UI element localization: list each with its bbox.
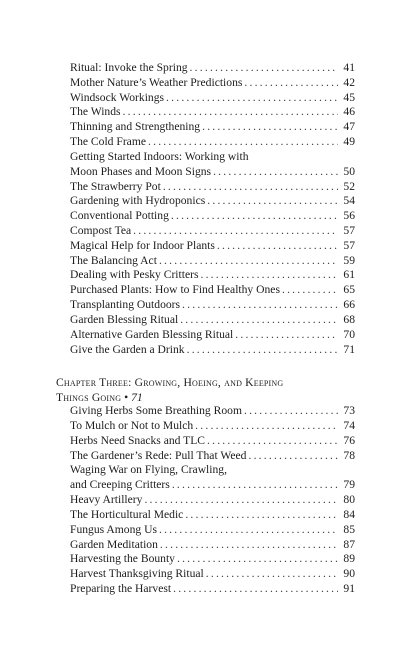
toc-entry-title: Moon Phases and Moon Signs [70,164,212,178]
dot-leader [207,194,338,208]
toc-entry-page-number: 71 [343,342,355,356]
toc-entry-page-number: 49 [343,135,355,149]
toc-entry-page-number: 46 [343,105,355,119]
toc-entry-title: The Strawberry Pot [70,179,161,193]
dot-leader [206,567,338,581]
dot-leader [173,582,338,596]
toc-entry [70,239,355,254]
toc-entry-page-number: 61 [343,268,355,282]
toc-entry [70,61,355,76]
dot-leader [235,328,338,342]
dot-leader [177,552,338,566]
toc-entry [70,224,355,239]
chapter-heading-bullet: • [124,391,129,404]
dot-leader [172,478,338,492]
toc-entry-title: Garden Meditation [70,537,158,551]
toc-entry-page-number: 41 [343,61,355,74]
chapter-heading [56,375,356,405]
toc-entry [70,449,355,464]
toc-entry-title: Give the Garden a Drink [70,342,185,356]
toc-entry-page-number: 57 [343,238,355,252]
toc-entry-page-number: 50 [343,164,355,178]
toc-entry [70,180,355,195]
toc-entry-page-number: 56 [343,209,355,223]
dot-leader [166,91,338,105]
toc-entry-title: Preparing the Harvest [70,582,172,596]
dot-leader [244,404,338,418]
toc-entry-title: Magical Help for Indoor Plants [70,238,215,252]
toc-entry [70,165,355,180]
dot-leader [163,180,338,194]
toc-entry-page-number: 73 [343,404,355,417]
dot-leader [213,165,338,179]
chapter-heading-line-1: Chapter Three: Growing, Hoeing, and Keeping [56,376,284,389]
toc-entry [70,419,355,434]
toc-entry [70,463,355,478]
toc-entry [70,209,355,224]
toc-entry-page-number: 59 [343,253,355,267]
dot-leader [217,239,338,253]
dot-leader [190,61,338,75]
dot-leader [185,508,338,522]
toc-entry-page-number: 84 [343,507,355,521]
chapter-heading-page-number: 71 [131,391,143,404]
toc-entry [70,254,355,269]
toc-entry [70,268,355,283]
toc-entry-title: Giving Herbs Some Breathing Room [70,404,242,417]
toc-entry-page-number: 57 [343,224,355,238]
toc-entry-page-number: 70 [343,327,355,341]
toc-entry-page-number: 85 [343,522,355,536]
toc-entry-page-number: 76 [343,433,355,447]
toc-entry [70,493,355,508]
dot-leader [123,105,338,119]
dot-leader [160,538,338,552]
toc-entry-page-number: 65 [343,283,355,297]
toc-entry-page-number: 42 [343,75,355,89]
toc-entry [70,523,355,538]
dot-leader [244,76,338,90]
toc-entry-title: Harvesting the Bounty [70,552,175,566]
toc-entry-title: Alternative Garden Blessing Ritual [70,327,234,341]
toc-entry [70,343,355,358]
toc-entry [70,538,355,553]
toc-entry-title: and Creeping Critters [70,478,170,492]
dot-leader [133,224,338,238]
dot-leader [144,493,338,507]
toc-entry [70,478,355,493]
toc-entry-title: Purchased Plants: How to Find Healthy Ones [70,283,280,297]
toc-entry-page-number: 87 [343,537,355,551]
toc-entry [70,404,355,419]
dot-leader [159,254,338,268]
toc-entry-page-number: 47 [343,120,355,134]
dot-leader [182,298,338,312]
toc-entry [70,508,355,523]
toc-entry [70,194,355,209]
toc-entry [70,120,355,135]
toc-entry-page-number: 90 [343,567,355,581]
toc-entry-page-number: 66 [343,298,355,312]
dot-leader [187,343,338,357]
dot-leader [200,268,338,282]
toc-entry-title: Ritual: Invoke the Spring [70,61,188,74]
toc-entry [70,434,355,449]
dot-leader [195,419,338,433]
toc-entry-title: To Mulch or Not to Mulch [70,418,194,432]
toc-entry [70,135,355,150]
dot-leader [202,120,338,134]
toc-entry-page-number: 79 [343,478,355,492]
dot-leader [207,434,338,448]
toc-entry [70,313,355,328]
toc-entry-title: Fungus Among Us [70,522,157,536]
toc-entry-title: Dealing with Pesky Critters [70,268,199,282]
toc-entry-title: Mother Nature’s Weather Predictions [70,75,243,89]
toc-entry [70,552,355,567]
toc-entry [70,298,355,313]
toc-entry-page-number: 80 [343,493,355,507]
toc-entry-title: Heavy Artillery [70,493,143,507]
dot-leader [282,283,338,297]
toc-entry-title: Windsock Workings [70,90,165,104]
toc-entry-title: Gardening with Hydroponics [70,194,206,208]
chapter-heading-text: Things Going [56,391,122,404]
toc-entry [70,328,355,343]
toc-entry-page-number: 74 [343,418,355,432]
toc-entry [70,283,355,298]
toc-entry-title: The Horticultural Medic [70,507,184,521]
toc-entry-page-number: 78 [343,448,355,462]
toc-entry-title: Getting Started Indoors: Working with [70,149,249,163]
toc-entry-page-number: 45 [343,90,355,104]
toc-entry-title: The Cold Frame [70,135,146,149]
dot-leader [159,523,338,537]
toc-entry-title: The Winds [70,105,121,119]
toc-entry [70,105,355,120]
dot-leader [171,209,338,223]
toc-entry [70,567,355,582]
toc-entry-title: The Gardener’s Rede: Pull That Weed [70,448,247,462]
toc-entry-title: Conventional Potting [70,209,169,223]
toc-entry-title: Garden Blessing Ritual [70,312,179,326]
toc-entry-page-number: 89 [343,552,355,566]
chapter-heading-line-2 [56,390,356,405]
toc-entry [70,150,355,165]
dot-leader [248,449,338,463]
toc-entry-title: Thinning and Strengthening [70,120,201,134]
toc-entry-page-number: 52 [343,179,355,193]
toc-entry [70,582,355,597]
toc-entry-page-number: 54 [343,194,355,208]
toc-entry-page-number: 68 [343,312,355,326]
toc-entry-title: Herbs Need Snacks and TLC [70,433,206,447]
dot-leader [180,313,338,327]
toc-entry-title: The Balancing Act [70,253,157,267]
toc-entry-title: Harvest Thanksgiving Ritual [70,567,204,581]
dot-leader [148,135,338,149]
toc-entry-title: Waging War on Flying, Crawling, [70,463,227,477]
toc-entry [70,76,355,91]
toc-entry-title: Transplanting Outdoors [70,298,181,312]
toc-entry-title: Compost Tea [70,224,132,238]
toc-entry [70,91,355,106]
toc-entry-page-number: 91 [343,582,355,596]
